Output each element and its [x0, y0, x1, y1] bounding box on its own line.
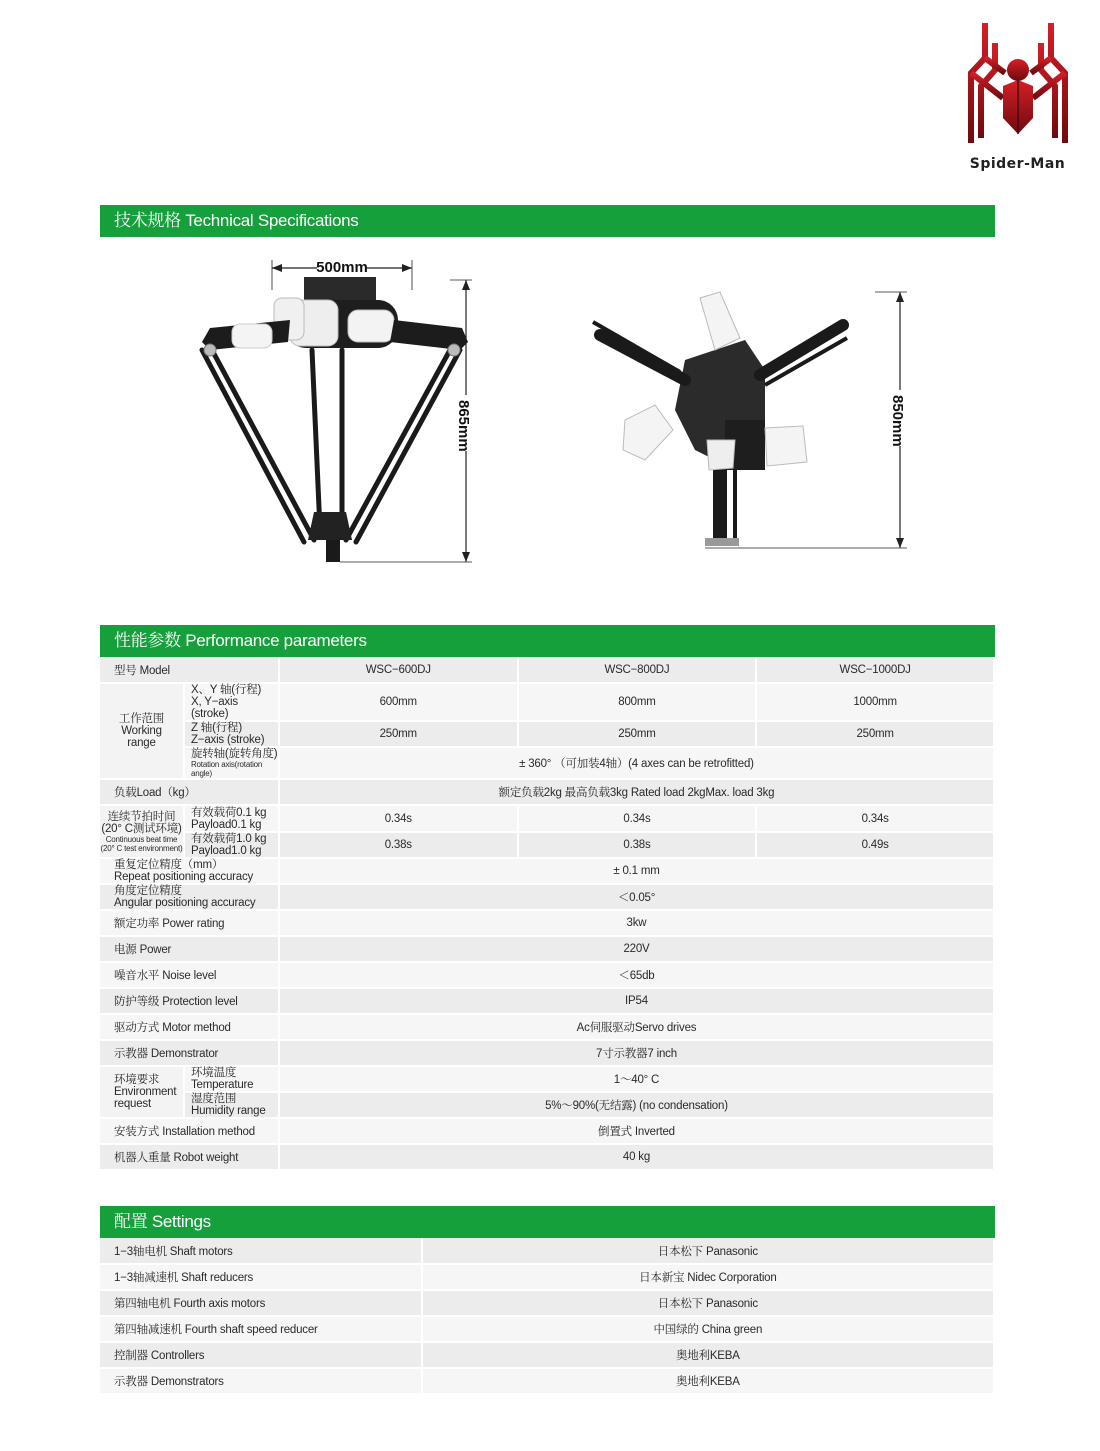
table-row: [100, 1238, 994, 1264]
motor-method-value: Ac伺服驱动Servo drives: [279, 1014, 994, 1040]
working-range-label: 工作范围 Working range: [100, 683, 184, 779]
brand-name: Spider-Man: [969, 156, 1066, 172]
rotation-value: ± 360° （可加装4轴）(4 axes can be retrofitted): [279, 747, 994, 779]
demonstrator-label: 示教器 Demonstrator: [100, 1040, 279, 1066]
side-height-dimension-label: 850mm: [889, 395, 906, 447]
installation-value: 倒置式 Inverted: [279, 1118, 994, 1144]
table-row: [100, 988, 994, 1014]
table-row: [100, 1118, 994, 1144]
weight-label: 机器人重量 Robot weight: [100, 1144, 279, 1170]
beat-10-800: 0.38s: [518, 832, 757, 858]
spider-logo-icon: [963, 18, 1073, 148]
table-row: [100, 1368, 994, 1394]
power-label: 电源 Power: [100, 936, 279, 962]
settings-label: 示教器 Demonstrators: [100, 1368, 422, 1394]
xy-value-800: 800mm: [518, 683, 757, 721]
payload-10-label: 有效载荷1.0 kg Payload1.0 kg: [184, 832, 279, 858]
repeat-accuracy-label: 重复定位精度（mm） Repeat positioning accuracy: [100, 858, 279, 884]
table-row: [100, 1092, 994, 1118]
settings-value: 日本松下 Panasonic: [422, 1290, 994, 1316]
table-row: [100, 1290, 994, 1316]
settings-value: 奥地利KEBA: [422, 1368, 994, 1394]
table-row: [100, 1066, 994, 1092]
table-row: [100, 805, 994, 832]
power-value: 220V: [279, 936, 994, 962]
beat-time-label: 连续节拍时间 (20° C测试环境) Continuous beat time (20° C test environment): [100, 805, 184, 858]
temperature-value: 1～40° C: [279, 1066, 994, 1092]
weight-value: 40 kg: [279, 1144, 994, 1170]
performance-table: [100, 657, 995, 1171]
model-600: WSC−600DJ: [279, 657, 518, 683]
table-row: [100, 884, 994, 910]
settings-label: 1−3轴电机 Shaft motors: [100, 1238, 422, 1264]
z-value-1000: 250mm: [756, 721, 994, 747]
brand-logo: [960, 18, 1075, 178]
table-row: [100, 1264, 994, 1290]
table-row: [100, 683, 994, 721]
table-row: [100, 1342, 994, 1368]
table-row: [100, 936, 994, 962]
temperature-label: 环境温度 Temperature: [184, 1066, 279, 1092]
rotation-axis-label: 旋转轴(旋转角度) Rotation axis(rotation angle): [184, 747, 279, 779]
table-row: [100, 858, 994, 884]
settings-label: 第四轴电机 Fourth axis motors: [100, 1290, 422, 1316]
table-row: [100, 832, 994, 858]
xy-value-1000: 1000mm: [756, 683, 994, 721]
robot-front-view-diagram: [180, 250, 490, 570]
installation-label: 安装方式 Installation method: [100, 1118, 279, 1144]
power-rating-value: 3kw: [279, 910, 994, 936]
settings-table: [100, 1238, 995, 1395]
z-value-600: 250mm: [279, 721, 518, 747]
angular-accuracy-label: 角度定位精度 Angular positioning accuracy: [100, 884, 279, 910]
beat-10-1000: 0.49s: [756, 832, 994, 858]
payload-01-label: 有效载荷0.1 kg Payload0.1 kg: [184, 805, 279, 832]
humidity-label: 湿度范围 Humidity range: [184, 1092, 279, 1118]
load-label: 负载Load（kg）: [100, 779, 279, 805]
noise-value: ＜65db: [279, 962, 994, 988]
table-row: [100, 1014, 994, 1040]
environment-label: 环境要求 Environment request: [100, 1066, 184, 1118]
width-dimension-label: 500mm: [316, 259, 368, 276]
settings-value: 奥地利KEBA: [422, 1342, 994, 1368]
settings-value: 中国绿的 China green: [422, 1316, 994, 1342]
power-rating-label: 额定功率 Power rating: [100, 910, 279, 936]
table-row: [100, 962, 994, 988]
table-row: [100, 779, 994, 805]
demonstrator-value: 7寸示教器7 inch: [279, 1040, 994, 1066]
robot-side-view-diagram: [575, 280, 915, 570]
settings-value: 日本松下 Panasonic: [422, 1238, 994, 1264]
table-row: [100, 1144, 994, 1170]
beat-01-600: 0.34s: [279, 805, 518, 832]
settings-label: 第四轴减速机 Fourth shaft speed reducer: [100, 1316, 422, 1342]
model-800: WSC−800DJ: [518, 657, 757, 683]
z-axis-label: Z 轴(行程) Z−axis (stroke): [184, 721, 279, 747]
angular-accuracy-value: ＜0.05°: [279, 884, 994, 910]
table-row: [100, 747, 994, 779]
table-row: [100, 657, 994, 683]
table-row: [100, 910, 994, 936]
repeat-accuracy-value: ± 0.1 mm: [279, 858, 994, 884]
protection-value: IP54: [279, 988, 994, 1014]
humidity-value: 5%～90%(无结露) (no condensation): [279, 1092, 994, 1118]
section-title-settings: 配置 Settings: [100, 1206, 995, 1238]
model-1000: WSC−1000DJ: [756, 657, 994, 683]
table-row: [100, 721, 994, 747]
settings-value: 日本新宝 Nidec Corporation: [422, 1264, 994, 1290]
protection-label: 防护等级 Protection level: [100, 988, 279, 1014]
beat-10-600: 0.38s: [279, 832, 518, 858]
beat-01-800: 0.34s: [518, 805, 757, 832]
xy-value-600: 600mm: [279, 683, 518, 721]
noise-label: 噪音水平 Noise level: [100, 962, 279, 988]
settings-label: 控制器 Controllers: [100, 1342, 422, 1368]
load-value: 额定负载2kg 最高负载3kg Rated load 2kgMax. load 3kg: [279, 779, 994, 805]
settings-label: 1−3轴减速机 Shaft reducers: [100, 1264, 422, 1290]
xy-axis-label: X、Y 轴(行程) X, Y−axis (stroke): [184, 683, 279, 721]
table-row: [100, 1316, 994, 1342]
section-title-tech: 技术规格 Technical Specifications: [100, 205, 995, 237]
table-row: [100, 1040, 994, 1066]
z-value-800: 250mm: [518, 721, 757, 747]
height-dimension-label: 865mm: [455, 400, 472, 452]
beat-01-1000: 0.34s: [756, 805, 994, 832]
model-label: 型号 Model: [100, 657, 279, 683]
section-title-performance: 性能参数 Performance parameters: [100, 625, 995, 657]
motor-method-label: 驱动方式 Motor method: [100, 1014, 279, 1040]
